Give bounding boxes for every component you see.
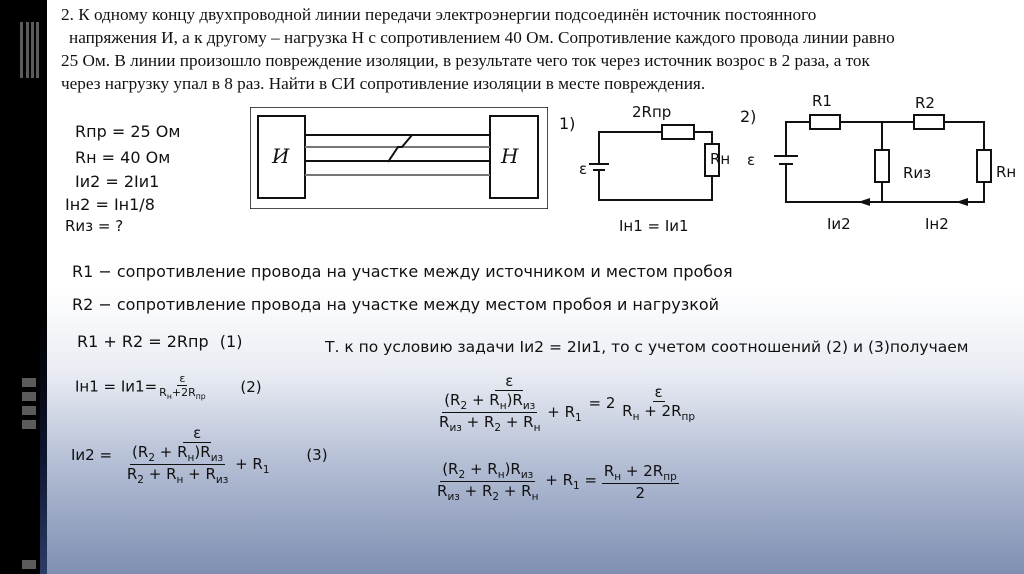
deco-block xyxy=(22,378,36,387)
given-r-iz: Rиз = ? xyxy=(65,217,124,235)
definition-r2: R2 − сопротивление провода на участке между местом пробоя и нагрузкой xyxy=(72,295,720,314)
problem-line: через нагрузку упал в 8 раз. Найти в СИ сопротивление изоляции в месте повреждения. xyxy=(61,74,706,93)
equation-2-number: (2) xyxy=(240,377,262,396)
circuit1-current-label: Iн1 = Iи1 xyxy=(619,217,689,235)
circuit2-riz-label: Rиз xyxy=(903,164,932,182)
circuit2-current-n2: Iн2 xyxy=(925,215,949,233)
deco-block xyxy=(22,392,36,401)
circuit2-r1-label: R1 xyxy=(812,92,832,110)
deco-block xyxy=(22,406,36,415)
equation-3-number: (3) xyxy=(306,446,328,464)
condition-text: Т. к по условию задачи Iи2 = 2Iи1, то с учетом соотношений (2) и (3)получаем xyxy=(325,338,969,356)
given-r-pr: Rпр = 25 Ом xyxy=(75,122,181,141)
source-label: И xyxy=(272,144,290,168)
equation-1 xyxy=(77,332,242,351)
circuit1-number: 1) xyxy=(559,114,576,133)
problem-line: напряжения И, а к другому – нагрузка Н с сопротивлением 40 Ом. Сопротивление каждого провода линии равно xyxy=(69,28,895,47)
circuit2-number: 2) xyxy=(740,107,757,126)
given-i-i2: Iи2 = 2Iи1 xyxy=(75,172,160,191)
circuit-1 xyxy=(587,124,727,210)
left-edge-bar xyxy=(0,0,40,574)
given-i-n2: Iн2 = Iн1/8 xyxy=(65,195,155,214)
load-label: Н xyxy=(501,144,519,168)
given-r-n: Rн = 40 Ом xyxy=(75,148,171,167)
deco-block xyxy=(36,22,39,78)
equation-1-text: R1 + R2 = 2Rпр xyxy=(77,332,209,351)
circuit1-resistor-label: 2Rпр xyxy=(632,103,672,121)
deco-block xyxy=(20,22,23,78)
circuit1-load-label: Rн xyxy=(710,150,731,168)
deco-block xyxy=(26,22,29,78)
circuit2-current-i2: Iи2 xyxy=(827,215,851,233)
circuit-2 xyxy=(762,112,1002,210)
equation-1-number: (1) xyxy=(219,332,243,351)
deco-block xyxy=(22,560,36,569)
circuit2-r2-label: R2 xyxy=(915,94,935,112)
problem-line: 25 Ом. В линии произошло повреждение изоляции, в результате чего ток через источник возрос в 2 раза, а ток xyxy=(61,51,870,70)
deco-block xyxy=(31,22,34,78)
slide xyxy=(47,0,1024,574)
deco-block xyxy=(22,420,36,429)
problem-line: 2. К одному концу двухпроводной линии передачи электроэнергии подсоединён источник постоянного xyxy=(61,5,817,24)
equation-2: Iн1 = Iи1= $\frac{\varepsilon}{R_н+2R_{пр}}$ (2) xyxy=(75,372,262,402)
derived-equation-a: ε $\frac{(R_2 + R_н)R_{из}}{R_{из} + R_2 + R_н}$ + $R_1$ = 2 $\frac{\varepsilon}{R_н + 2R_{пр}}$ xyxy=(439,372,696,434)
problem-statement xyxy=(61,3,1021,95)
circuit1-emf-label: ε xyxy=(579,160,588,178)
circuit2-emf-label: ε xyxy=(747,151,756,169)
equation-3: Iи2 = ε $\frac{(R_2 + R_н)R_{из}}{R_2 + R_н + R_{из}}$ + $R_1$ (3) xyxy=(71,424,328,486)
circuit2-rn-label: Rн xyxy=(996,163,1017,181)
derived-equation-b: $\frac{(R_2 + R_н)R_{из}}{R_{из} + R_2 + R_н}$ + $R_1$ = $\frac{R_н + 2R_{пр}}{2}$ xyxy=(437,460,677,503)
definition-r1: R1 − сопротивление провода на участке между источником и местом пробоя xyxy=(72,262,733,281)
equation-2-lhs: Iн1 = Iи1= xyxy=(75,377,158,396)
equation-3-lhs: Iи2 = xyxy=(71,446,113,464)
